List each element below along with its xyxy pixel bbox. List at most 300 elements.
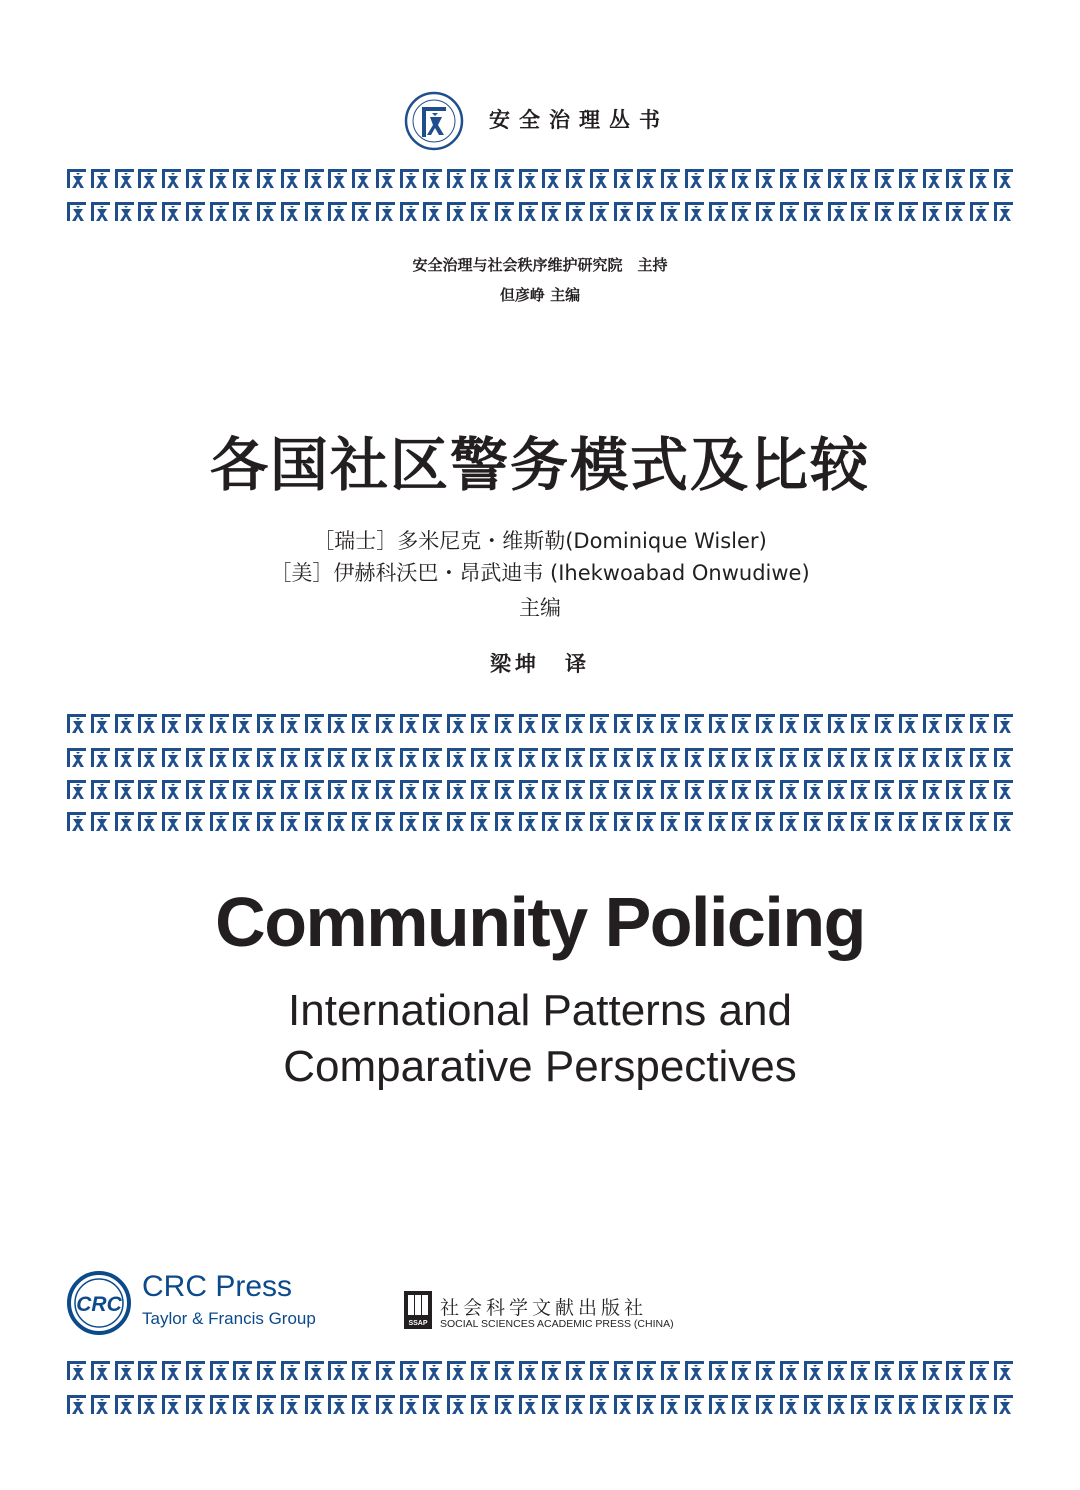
seal-pattern-icon [422,201,443,222]
seal-pattern-icon [351,168,372,189]
seal-pattern-icon [660,747,681,768]
seal-pattern-icon [209,1394,230,1415]
seal-pattern-icon [613,201,634,222]
seal-pattern-icon [327,811,348,832]
seal-pattern-icon [399,1394,420,1415]
seal-pattern-icon [185,1360,206,1381]
seal-pattern-icon [232,168,253,189]
author-line: ［美］伊赫科沃巴・昂武迪韦 (Ihekwoabad Onwudiwe) [270,561,810,585]
seal-pattern-icon [209,779,230,800]
seal-pattern-icon [731,779,752,800]
seal-pattern-icon [969,168,990,189]
seal-pattern-icon [589,779,610,800]
seal-pattern-icon [898,201,919,222]
seal-pattern-icon [993,811,1014,832]
seal-pattern-icon [399,1360,420,1381]
seal-pattern-icon [446,747,467,768]
seal-pattern-icon [327,1394,348,1415]
seal-pattern-icon [137,168,158,189]
seal-pattern-icon [185,201,206,222]
seal-pattern-icon [232,811,253,832]
seal-pattern-icon [803,713,824,734]
seal-pattern-icon [660,1394,681,1415]
seal-pattern-icon [232,779,253,800]
seal-pattern-icon [541,168,562,189]
seal-pattern-icon [304,747,325,768]
seal-pattern-icon [470,713,491,734]
seal-pattern-icon [375,1360,396,1381]
seal-pattern-icon [541,1360,562,1381]
seal-pattern-icon [327,779,348,800]
seal-pattern-icon [185,713,206,734]
seal-pattern-icon [755,747,776,768]
seal-pattern-icon [351,201,372,222]
seal-pattern-icon [755,779,776,800]
seal-pattern-icon [850,168,871,189]
seal-pattern-icon [280,168,301,189]
seal-pattern-icon [660,168,681,189]
seal-pattern-icon [945,713,966,734]
seal-pattern-icon [446,779,467,800]
seal-pattern-icon [304,811,325,832]
seal-pattern-icon [351,811,372,832]
seal-pattern-icon [945,747,966,768]
seal-pattern-icon [446,1360,467,1381]
seal-pattern-icon [518,201,539,222]
seal-pattern-icon [708,713,729,734]
seal-pattern-icon [137,1394,158,1415]
seal-pattern-icon [660,201,681,222]
seal-pattern-icon [850,1394,871,1415]
seal-pattern-icon [209,713,230,734]
seal-pattern-icon [90,713,111,734]
seal-pattern-icon [731,713,752,734]
seal-pattern-icon [779,713,800,734]
seal-pattern-icon [565,747,586,768]
seal-pattern-icon [161,1394,182,1415]
seal-pattern-icon [803,1394,824,1415]
seal-pattern-icon [565,1394,586,1415]
seal-pattern-icon [232,747,253,768]
seal-pattern-icon [280,811,301,832]
seal-pattern-icon [256,168,277,189]
seal-pattern-icon [850,811,871,832]
seal-pattern-icon [494,747,515,768]
seal-pattern-icon [161,747,182,768]
seal-pattern-icon [803,1360,824,1381]
seal-pattern-icon [66,1360,87,1381]
seal-pattern-icon [232,713,253,734]
seal-pattern-icon [375,201,396,222]
seal-pattern-icon [541,779,562,800]
seal-pattern-icon [494,811,515,832]
seal-pattern-icon [945,1360,966,1381]
seal-pattern-icon [351,713,372,734]
seal-pattern-icon [636,713,657,734]
seal-pattern-icon [518,779,539,800]
book-title-english: Community Policing [215,883,865,961]
seal-pattern-icon [613,168,634,189]
seal-pattern-icon [827,1394,848,1415]
seal-pattern-icon [850,747,871,768]
seal-pattern-icon [541,747,562,768]
seal-pattern-icon [589,713,610,734]
seal-pattern-icon [280,201,301,222]
seal-pattern-icon [803,168,824,189]
seal-pattern-icon [827,747,848,768]
seal-pattern-icon [922,201,943,222]
seal-pattern-icon [494,779,515,800]
seal-pattern-icon [304,168,325,189]
seal-pattern-icon [731,168,752,189]
seal-pattern-icon [874,747,895,768]
seal-pattern-icon [422,747,443,768]
seal-pattern-icon [541,201,562,222]
seal-pattern-icon [90,201,111,222]
seal-pattern-icon [137,713,158,734]
seal-pattern-icon [803,747,824,768]
seal-pattern-icon [90,1394,111,1415]
pattern-band [66,168,1014,194]
seal-pattern-icon [280,747,301,768]
seal-pattern-icon [755,168,776,189]
seal-pattern-icon [185,811,206,832]
translator-line: 梁坤 译 [490,652,590,676]
pattern-band [66,713,1014,739]
seal-pattern-icon [327,747,348,768]
seal-pattern-icon [565,779,586,800]
seal-pattern-icon [137,779,158,800]
seal-pattern-icon [969,201,990,222]
seal-pattern-icon [850,779,871,800]
ssap-name-english: SOCIAL SCIENCES ACADEMIC PRESS (CHINA) [440,1318,674,1330]
seal-pattern-icon [399,168,420,189]
seal-pattern-icon [327,168,348,189]
seal-pattern-icon [375,779,396,800]
seal-pattern-icon [446,811,467,832]
seal-pattern-icon [922,747,943,768]
seal-pattern-icon [446,201,467,222]
seal-pattern-icon [304,1394,325,1415]
seal-pattern-icon [422,1360,443,1381]
seal-pattern-icon [613,1394,634,1415]
seal-pattern-icon [256,713,277,734]
seal-pattern-icon [541,1394,562,1415]
seal-pattern-icon [684,1360,705,1381]
seal-pattern-icon [779,1394,800,1415]
seal-pattern-icon [589,747,610,768]
seal-pattern-icon [708,1394,729,1415]
seal-pattern-icon [66,779,87,800]
seal-pattern-icon [945,168,966,189]
seal-pattern-icon [613,779,634,800]
seal-pattern-icon [185,1394,206,1415]
series-seal-icon [404,91,464,151]
seal-pattern-icon [993,713,1014,734]
seal-pattern-icon [613,811,634,832]
seal-pattern-icon [66,1394,87,1415]
seal-pattern-icon [993,168,1014,189]
crc-group-name: Taylor & Francis Group [142,1309,316,1328]
seal-pattern-icon [636,811,657,832]
book-subtitle-line: Comparative Perspectives [283,1042,797,1091]
seal-pattern-icon [470,779,491,800]
crc-press-name: CRC Press [142,1270,293,1303]
seal-pattern-icon [945,779,966,800]
seal-pattern-icon [256,1360,277,1381]
seal-pattern-icon [161,1360,182,1381]
seal-pattern-icon [708,1360,729,1381]
seal-pattern-icon [922,1360,943,1381]
seal-pattern-icon [351,1394,372,1415]
seal-pattern-icon [755,1360,776,1381]
seal-pattern-icon [827,811,848,832]
seal-pattern-icon [589,811,610,832]
seal-pattern-icon [850,1360,871,1381]
seal-pattern-icon [636,201,657,222]
seal-pattern-icon [280,779,301,800]
seal-pattern-icon [874,168,895,189]
seal-pattern-icon [137,747,158,768]
seal-pattern-icon [565,201,586,222]
seal-pattern-icon [375,713,396,734]
seal-pattern-icon [898,747,919,768]
seal-pattern-icon [898,779,919,800]
seal-pattern-icon [613,747,634,768]
seal-pattern-icon [898,1360,919,1381]
seal-pattern-icon [280,713,301,734]
seal-pattern-icon [518,713,539,734]
seal-pattern-icon [803,779,824,800]
seal-pattern-icon [351,747,372,768]
seal-pattern-icon [66,201,87,222]
seal-pattern-icon [565,168,586,189]
seal-pattern-icon [803,201,824,222]
seal-pattern-icon [446,713,467,734]
author-line: ［瑞士］多米尼克・维斯勒(Dominique Wisler) [313,529,767,553]
seal-pattern-icon [636,168,657,189]
seal-pattern-icon [90,779,111,800]
seal-pattern-icon [660,713,681,734]
pattern-band [66,1360,1014,1386]
seal-pattern-icon [731,747,752,768]
seal-pattern-icon [470,201,491,222]
seal-pattern-icon [422,811,443,832]
seal-pattern-icon [993,1360,1014,1381]
seal-pattern-icon [304,1360,325,1381]
seal-pattern-icon [422,779,443,800]
seal-pattern-icon [256,1394,277,1415]
pattern-band [66,1394,1014,1420]
seal-pattern-icon [684,747,705,768]
seal-pattern-icon [636,779,657,800]
seal-pattern-icon [779,1360,800,1381]
seal-pattern-icon [470,1360,491,1381]
ssap-name-chinese: 社会科学文献出版社 [440,1297,648,1319]
seal-pattern-icon [589,1360,610,1381]
seal-pattern-icon [209,1360,230,1381]
seal-pattern-icon [779,747,800,768]
seal-pattern-icon [684,201,705,222]
seal-pattern-icon [827,713,848,734]
seal-pattern-icon [684,779,705,800]
seal-pattern-icon [256,747,277,768]
seal-pattern-icon [684,713,705,734]
seal-pattern-icon [399,747,420,768]
seal-pattern-icon [874,1394,895,1415]
pattern-band [66,779,1014,805]
seal-pattern-icon [660,811,681,832]
seal-pattern-icon [422,713,443,734]
pattern-band [66,811,1014,837]
pattern-band [66,747,1014,773]
seal-pattern-icon [993,747,1014,768]
seal-pattern-icon [541,811,562,832]
seal-pattern-icon [779,201,800,222]
seal-pattern-icon [969,713,990,734]
seal-pattern-icon [161,201,182,222]
seal-pattern-icon [232,201,253,222]
seal-pattern-icon [399,779,420,800]
seal-pattern-icon [232,1394,253,1415]
seal-pattern-icon [969,747,990,768]
seal-pattern-icon [922,713,943,734]
editors-label: 主编 [519,596,561,620]
seal-pattern-icon [898,811,919,832]
seal-pattern-icon [114,747,135,768]
seal-pattern-icon [945,201,966,222]
seal-pattern-icon [636,1360,657,1381]
seal-pattern-icon [304,713,325,734]
seal-pattern-icon [827,779,848,800]
seal-pattern-icon [494,1394,515,1415]
seal-pattern-icon [327,713,348,734]
seal-pattern-icon [161,811,182,832]
crc-logo-icon [66,1270,132,1336]
seal-pattern-icon [565,1360,586,1381]
seal-pattern-icon [137,1360,158,1381]
book-subtitle-line: International Patterns and [288,986,792,1035]
seal-pattern-icon [375,168,396,189]
seal-pattern-icon [660,779,681,800]
seal-pattern-icon [636,1394,657,1415]
seal-pattern-icon [922,1394,943,1415]
seal-pattern-icon [470,168,491,189]
series-editor-line: 但彦峥 主编 [499,286,581,304]
seal-pattern-icon [114,168,135,189]
seal-pattern-icon [209,811,230,832]
seal-pattern-icon [446,168,467,189]
seal-pattern-icon [494,201,515,222]
seal-pattern-icon [470,747,491,768]
seal-pattern-icon [399,713,420,734]
seal-pattern-icon [185,747,206,768]
seal-pattern-icon [755,1394,776,1415]
seal-pattern-icon [137,201,158,222]
seal-pattern-icon [304,201,325,222]
seal-pattern-icon [280,1394,301,1415]
seal-pattern-icon [422,168,443,189]
seal-pattern-icon [114,779,135,800]
seal-pattern-icon [470,1394,491,1415]
seal-pattern-icon [922,168,943,189]
seal-pattern-icon [446,1394,467,1415]
seal-pattern-icon [209,747,230,768]
seal-pattern-icon [874,1360,895,1381]
seal-pattern-icon [209,201,230,222]
seal-pattern-icon [779,811,800,832]
seal-pattern-icon [850,713,871,734]
seal-pattern-icon [90,811,111,832]
ssap-logo-icon [404,1291,432,1329]
seal-pattern-icon [755,201,776,222]
seal-pattern-icon [565,811,586,832]
seal-pattern-icon [660,1360,681,1381]
seal-pattern-icon [708,747,729,768]
seal-pattern-icon [351,779,372,800]
seal-pattern-icon [779,779,800,800]
seal-pattern-icon [90,747,111,768]
seal-pattern-icon [494,713,515,734]
seal-pattern-icon [518,1394,539,1415]
seal-pattern-icon [874,713,895,734]
seal-pattern-icon [898,1394,919,1415]
seal-pattern-icon [66,811,87,832]
seal-pattern-icon [399,201,420,222]
seal-pattern-icon [351,1360,372,1381]
book-title-chinese: 各国社区警务模式及比较 [209,431,870,499]
seal-pattern-icon [827,1360,848,1381]
seal-pattern-icon [256,779,277,800]
seal-pattern-icon [779,168,800,189]
seal-pattern-icon [161,713,182,734]
host-institute-line: 安全治理与社会秩序维护研究院 主持 [412,256,668,274]
seal-pattern-icon [684,168,705,189]
crc-logo-text: CRC [76,1293,122,1316]
seal-pattern-icon [327,1360,348,1381]
seal-pattern-icon [922,811,943,832]
seal-pattern-icon [803,811,824,832]
seal-pattern-icon [731,1394,752,1415]
seal-pattern-icon [755,811,776,832]
seal-pattern-icon [636,747,657,768]
seal-pattern-icon [969,779,990,800]
seal-pattern-icon [589,168,610,189]
seal-pattern-icon [708,779,729,800]
seal-pattern-icon [375,811,396,832]
seal-pattern-icon [518,168,539,189]
seal-pattern-icon [969,1394,990,1415]
seal-pattern-icon [589,201,610,222]
seal-pattern-icon [684,811,705,832]
seal-pattern-icon [708,201,729,222]
seal-pattern-icon [898,168,919,189]
seal-pattern-icon [518,1360,539,1381]
seal-pattern-icon [874,201,895,222]
ssap-logo-text: SSAP [408,1320,428,1327]
seal-pattern-icon [993,201,1014,222]
seal-pattern-icon [850,201,871,222]
seal-pattern-icon [375,747,396,768]
seal-pattern-icon [209,168,230,189]
seal-pattern-icon [327,201,348,222]
pattern-band [66,201,1014,227]
seal-pattern-icon [304,779,325,800]
seal-pattern-icon [827,201,848,222]
seal-pattern-icon [755,713,776,734]
seal-pattern-icon [114,1360,135,1381]
seal-pattern-icon [422,1394,443,1415]
